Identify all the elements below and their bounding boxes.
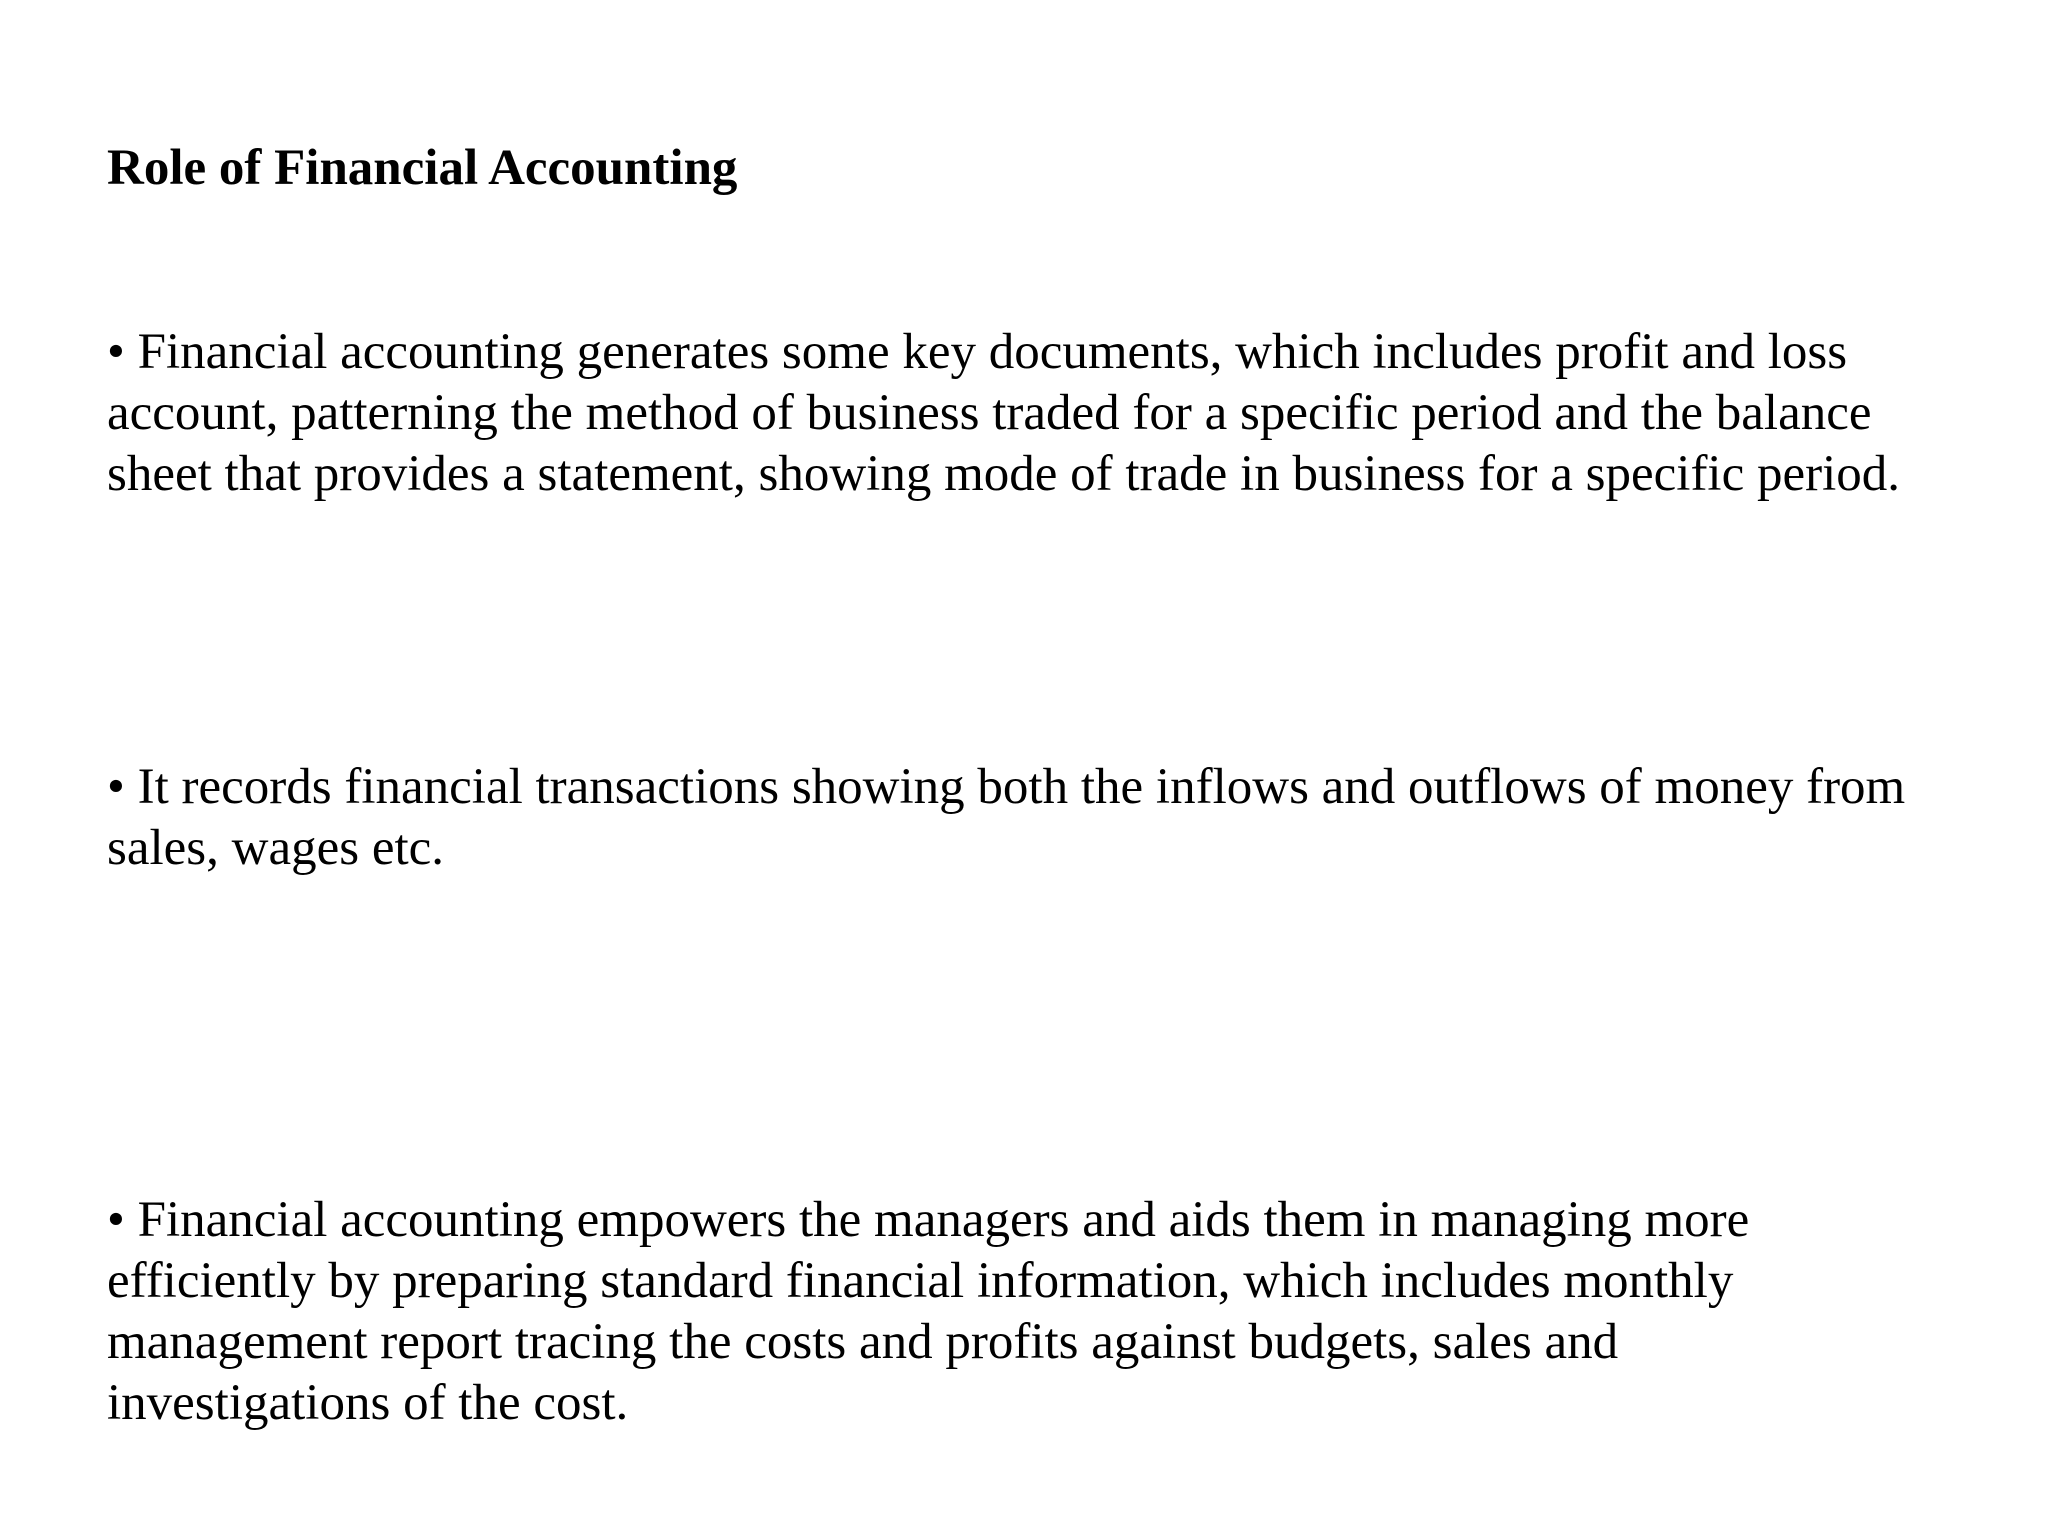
paragraph-line: sheet that provides a statement, showing mode of trade in business for a specific period. [107, 446, 1901, 502]
paragraph-line: • It records financial transactions showing both the inflows and outflows of money from [107, 759, 1906, 815]
paragraph-line: • Financial accounting generates some key documents, which includes profit and loss [107, 324, 1848, 380]
paragraph-line: sales, wages etc. [107, 820, 445, 876]
bullet-paragraph-key-documents [107, 322, 2007, 505]
bullet-paragraph-transactions [107, 757, 2007, 879]
paragraph-line: efficiently by preparing standard financial information, which includes monthly [107, 1253, 1734, 1309]
paragraph-line: • Financial accounting empowers the managers and aids them in managing more [107, 1192, 1750, 1248]
page-title: Role of Financial Accounting [107, 140, 738, 196]
paragraph-line: investigations of the cost. [107, 1375, 629, 1431]
paragraph-line: management report tracing the costs and profits against budgets, sales and [107, 1314, 1619, 1370]
bullet-paragraph-managers [107, 1190, 2007, 1434]
paragraph-line: account, patterning the method of business traded for a specific period and the balance [107, 385, 1872, 441]
